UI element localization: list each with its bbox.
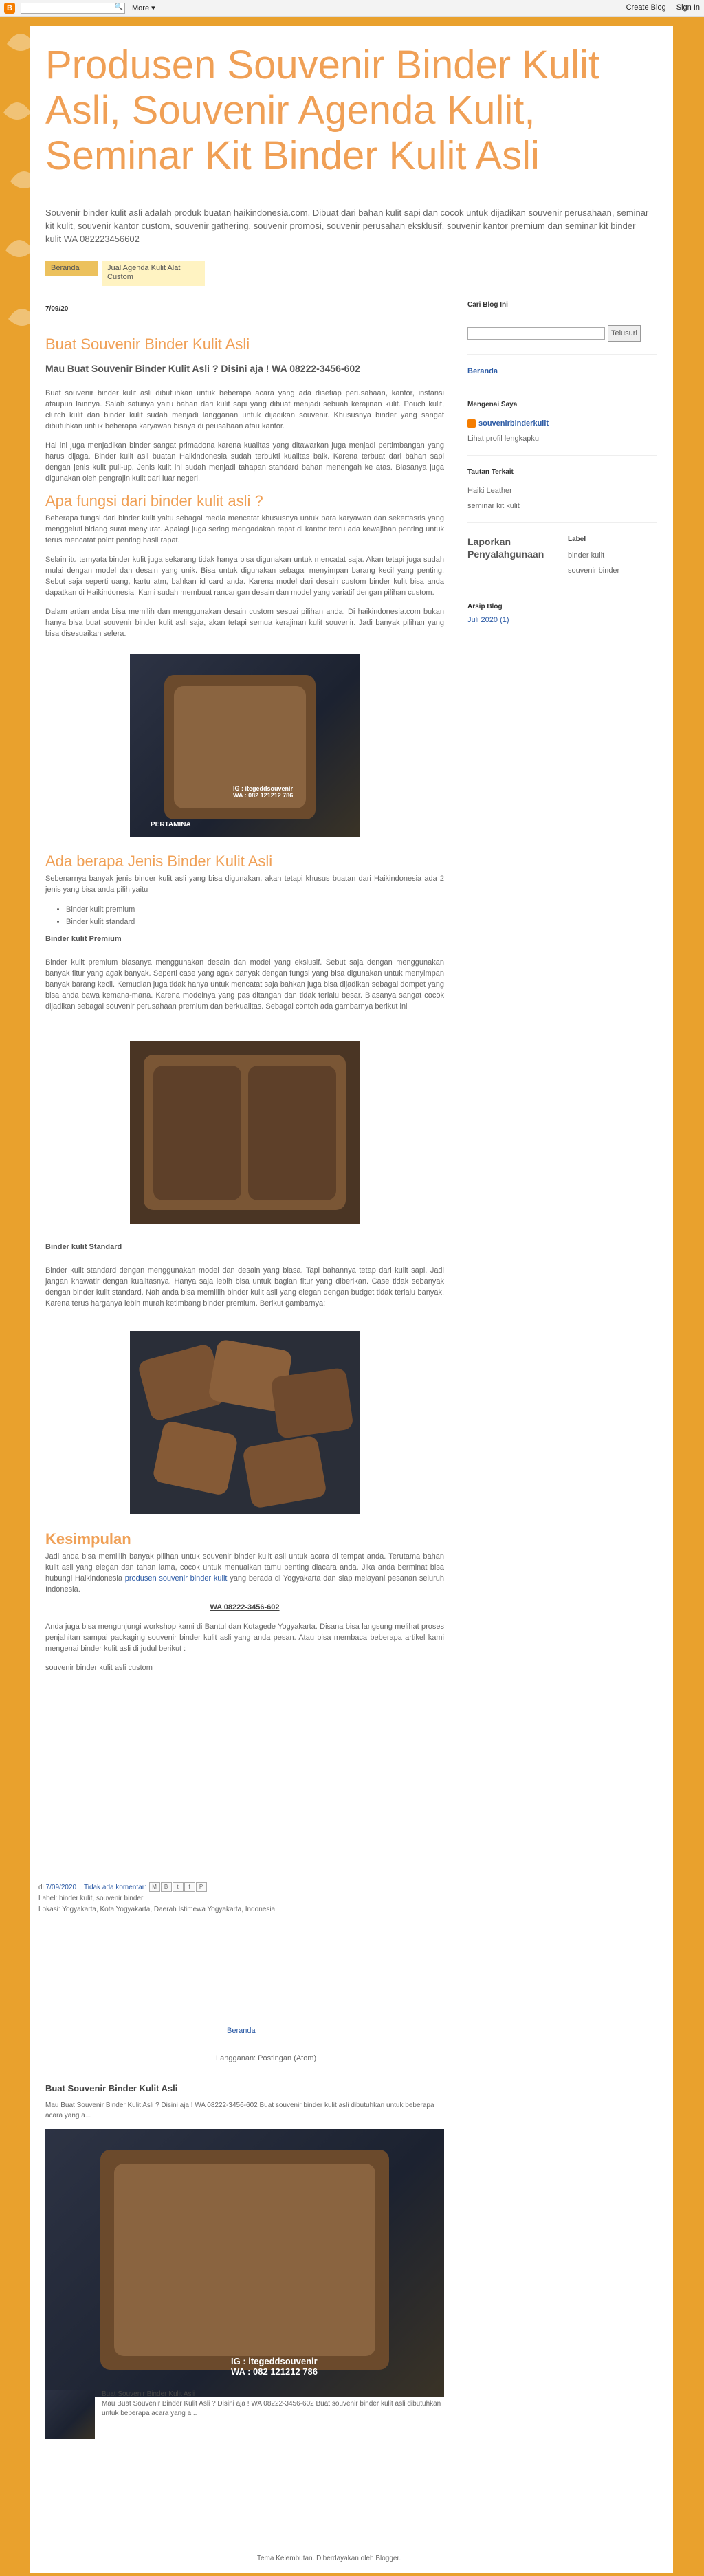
email-icon[interactable]: M [149, 1882, 160, 1892]
mini-title[interactable]: Buat Souvenir Binder Kulit Asli [102, 2390, 195, 2398]
photo-caption: IG : itegeddsouvenir WA : 082 121212 786 [233, 785, 294, 799]
archive-link[interactable]: Juli 2020 (1) [468, 616, 509, 625]
link-seminar[interactable]: seminar kit kulit [468, 502, 520, 511]
blogger-icon [468, 419, 476, 428]
create-blog-link[interactable]: Create Blog [626, 3, 666, 12]
label-binder-kulit[interactable]: binder kulit [568, 551, 605, 560]
heading-standard: Binder kulit Standard [45, 1243, 122, 1251]
archive-title: Arsip Blog [468, 603, 503, 611]
binder-photo-3 [130, 1331, 360, 1514]
pinterest-icon[interactable]: P [196, 1882, 207, 1892]
report-abuse-link[interactable]: Laporkan Penyalahgunaan [468, 536, 544, 560]
search-icon[interactable]: 🔍 [114, 3, 123, 11]
link-haiki[interactable]: Haiki Leather [468, 487, 512, 496]
heading-jenis: Ada berapa Jenis Binder Kulit Asli [45, 852, 273, 870]
popular-photo[interactable] [45, 2129, 444, 2397]
wa-contact[interactable]: WA 08222-3456-602 [210, 1603, 280, 1611]
paragraph: Binder kulit standard dengan menggunakan model dan desain yang biasa. Tapi bahannya tetap dari kulit sapi. Jadi jangan khawatir dengan kualitasnya. Hanya saja lebih bisa untuk bagian fitur yang diberikan. Case tidak sebanyak dengan binder kulit standard. Nah anda bisa memiilih binder kulit asli yang elegan dengan budget tidak terlalu banyak. Karena terus harganya lebih murah ketimbang binder premium. Berikut gambarnya: [45, 1266, 444, 1308]
divider [468, 354, 657, 355]
sidebar-search-input[interactable] [468, 327, 605, 340]
post-title[interactable]: Buat Souvenir Binder Kulit Asli [45, 335, 250, 353]
page-tabs [45, 261, 650, 281]
paragraph: Sebenarnya banyak jenis binder kulit asli yang bisa digunakan, akan tetapi khusus buatan dari Haikindonesia ada 2 jenis yang bisa anda pilih yaitu [45, 874, 444, 894]
labels-widget [568, 536, 650, 575]
photo-caption: IG : itegeddsouvenir WA : 082 121212 786 [231, 2356, 318, 2377]
divider [468, 522, 657, 523]
paragraph: Hal ini juga menjadikan binder sangat primadona karena kualitas yang ditawarkan juga menjadi pertimbangan yang harus dijaga. Binder kulit asli buatan Haikindonesia sudah terbukti kualitas baik. Karena terbuat dari bahan sapi dengan jenis kulit pull-up. Jenis kulit ini sudah menjadi tahapan standard bahan menengah ke atas. Biasanya juga digunakan oleh pengrajin kulit dari luar negeri. [45, 441, 444, 483]
popular-posts [45, 2082, 444, 2417]
paragraph: Buat souvenir binder kulit asli dibutuhkan untuk beberapa acara yang ada disetiap perusahaan, kantor, instansi ataupun lainnya. Salah satunya yaitu bahan dari kulit sapi yang dibuat menjadi sebuah kerajinan kulit. Pouch kulit, clutch kulit dan binder kulit sudah menjadi langganan untuk dijadikan souvenir. Khususnya binder yang sangat dibutuhkan untuk beberapa karyawan bisnya di peusahaan atau kantor. [45, 389, 444, 430]
produsen-link[interactable]: produsen souvenir binder kulit [124, 1574, 228, 1583]
list-item: • Binder kulit standard [66, 916, 444, 928]
blog-title[interactable]: Produsen Souvenir Binder Kulit Asli, Souvenir Agenda Kulit, Seminar Kit Binder Kulit Asli [45, 43, 600, 178]
heading-kesimpulan: Kesimpulan [45, 1530, 131, 1548]
tab-beranda[interactable]: Beranda [45, 261, 98, 276]
jenis-list [66, 903, 444, 928]
twitter-icon[interactable]: t [173, 1882, 184, 1892]
profile-link[interactable]: Lihat profil lengkapku [468, 434, 539, 443]
author-link[interactable]: souvenirbinderkulit [478, 419, 549, 428]
binder-photo-1 [130, 654, 360, 837]
report-and-labels [468, 536, 657, 591]
blog-page [30, 26, 673, 2573]
more-menu[interactable]: More ▾ [132, 4, 155, 12]
post-timestamp[interactable]: 7/09/2020 [45, 1884, 77, 1891]
tab-jual-agenda[interactable]: Jual Agenda Kulit Alat Custom [102, 261, 205, 286]
facebook-icon[interactable]: f [184, 1882, 195, 1892]
sidebar-home-link[interactable]: Beranda [468, 367, 498, 375]
about-title: Mengenai Saya [468, 401, 518, 408]
sidebar [468, 301, 657, 624]
blog-description: Souvenir binder kulit asli adalah produk buatan haikindonesia.com. Dibuat dari bahan kulit sapi dan cocok untuk dijadikan souvenir perusahaan, seminar kit kulit, souvenir kantor custom, souvenir gathering, souvenir promosi, souvenir perusahan eksklusif, souvenir kantor premium dan seminar kit binder kulit WA 082223456602 [45, 208, 649, 244]
popular-snippet: Mau Buat Souvenir Binder Kulit Asli ? Disini aja ! WA 08222-3456-602 Buat souvenir binder kulit asli dibutuhkan untuk beberapa acara yang a... [45, 2102, 434, 2120]
paragraph: Beberapa fungsi dari binder kulit yaitu sebagai media mencatat khususnya untuk para karyawan dan sekertasris yang menggeluti bidang surat menyurat. Apalagi juga sering mengadakan rapat di kantor tentu ada kewajiban penting untuk terus mencatat point penting hasil rapat. [45, 514, 444, 544]
paragraph-kesimpulan: Jadi anda bisa memiilih banyak pilihan untuk souvenir binder kulit asli untuk acara di tempat anda. Terutama bahan kulit asli yang elegan dan tahan lama, cocok untuk menuaikan tamu penting diacara anda. Jika anda berminat bisa hubungi Haikindonesia produsen souvenir binder kulit yang berada di Yogyakarta dan siap melayani pesanan seluruh Indonesia. [45, 1552, 444, 1594]
post-footer: di 7/09/2020 Tidak ada komentar: M B t f P Label: binder kulit, souvenir binder Lokasi: Yogyakarta, Kota Yogyakarta, Daerah Istimewa Yogyakarta, Indonesia [38, 1882, 451, 1915]
sidebar-search [468, 325, 657, 342]
divider [468, 455, 657, 456]
blogthis-icon[interactable]: B [161, 1882, 172, 1892]
paragraph: Dalam artian anda bisa memilih dan menggunakan desain custom sesuai pilihan anda. Di haikindonesia.com bukan hanya bisa buat souvenir binder kulit asli saja, akan tetapi semua kerajinan kulit souvenir. Jadi banyak pilihan yang bisa disesuaikan selera. [45, 608, 444, 638]
heading-fungsi: Apa fungsi dari binder kulit asli ? [45, 492, 263, 509]
navbar-actions [618, 3, 700, 12]
paragraph: Selain itu ternyata binder kulit juga sekarang tidak hanya bisa digunakan untuk mencatat saja. Akan tetapi juga sudah mulai dengan model dan desain yang unik. Bisa untuk digunakan sebagai menyimpan barang kecil yang penting. Sebut saja seperti uang, kartu atm, bahkan id card anda. Karena model dari desain custom binder kulit bisa anda dapatkan di Haikindonesia. Kami sudah membuat rancangan desain dan model yang variatif dengan pilihan custom. [45, 555, 444, 597]
links-title: Tautan Terkait [468, 468, 514, 476]
author-row [468, 419, 657, 428]
post-lead: Mau Buat Souvenir Binder Kulit Asli ? Disini aja ! WA 08222-3456-602 [45, 363, 360, 374]
navbar-search-input[interactable] [21, 3, 125, 14]
post-labels[interactable]: Label: binder kulit, souvenir binder [38, 1895, 144, 1902]
heading-premium: Binder kulit Premium [45, 935, 122, 943]
comments-link[interactable]: Tidak ada komentar: [84, 1884, 146, 1891]
list-item: • Binder kulit premium [66, 903, 444, 916]
mini-thumbnail[interactable] [45, 2390, 95, 2439]
binder-photo-2 [130, 1041, 360, 1224]
atom-feed[interactable]: Langganan: Postingan (Atom) [216, 2054, 317, 2062]
sign-in-link[interactable]: Sign In [676, 3, 700, 12]
label-souvenir-binder[interactable]: souvenir binder [568, 566, 620, 575]
mini-snippet: Mau Buat Souvenir Binder Kulit Asli ? Disini aja ! WA 08222-3456-602 Buat souvenir binder kulit asli dibutuhkan untuk beberapa acara yang a... [102, 2400, 441, 2417]
footer-attribution: Tema Kelembutan. Diberdayakan oleh Blogger. [257, 2555, 402, 2562]
post-location[interactable]: Lokasi: Yogyakarta, Kota Yogyakarta, Daerah Istimewa Yogyakarta, Indonesia [38, 1906, 276, 1913]
search-button[interactable]: Telusuri [608, 325, 641, 342]
post-date: 7/09/20 [45, 305, 69, 313]
paragraph: Binder kulit premium biasanya menggunakan desain dan model yang ekslusif. Sebut saja dengan menggunakan banyak fitur yang agak banyak. Seperti case yang agak banyak dengan fungsi yang bisa digunakan untuk menyimpan banyak barang kecil. Kemudian juga tidak hanya untuk mencatat saja bahkan juga bisa dijadikan sebagai dompet yang bisa anda bawa kemana-mana. Karena modelnya yang pas ditangan dan tidak terlalu besar. Biasanya sangat cocok dijadikan sebagai souvenir perusahaan premium dan berkualitas. Sebagai contoh ada gambarnya berikut ini [45, 958, 444, 1011]
blog-header [30, 26, 673, 286]
search-title: Cari Blog Ini [468, 301, 508, 309]
post-body [45, 327, 444, 1682]
blogger-logo-icon[interactable]: B [4, 3, 15, 14]
paragraph: Anda juga bisa mengunjungi workshop kami di Bantul dan Kotagede Yogyakarta. Disana bisa langsung melihat proses penjahitan sampai packaging souvenir binder kulit asli yang anda pesan. Atau bisa membaca beberapa artikel kami mengenai binder kulit asli di judul berikut : [45, 1622, 444, 1653]
blogger-navbar [0, 0, 704, 17]
popular-title[interactable]: Buat Souvenir Binder Kulit Asli [45, 2083, 178, 2093]
pertamina-logo: PERTAMINA [151, 821, 191, 828]
article-link[interactable]: souvenir binder kulit asli custom [45, 1664, 153, 1672]
home-link[interactable]: Beranda [227, 2027, 256, 2035]
labels-title: Label [568, 536, 586, 544]
